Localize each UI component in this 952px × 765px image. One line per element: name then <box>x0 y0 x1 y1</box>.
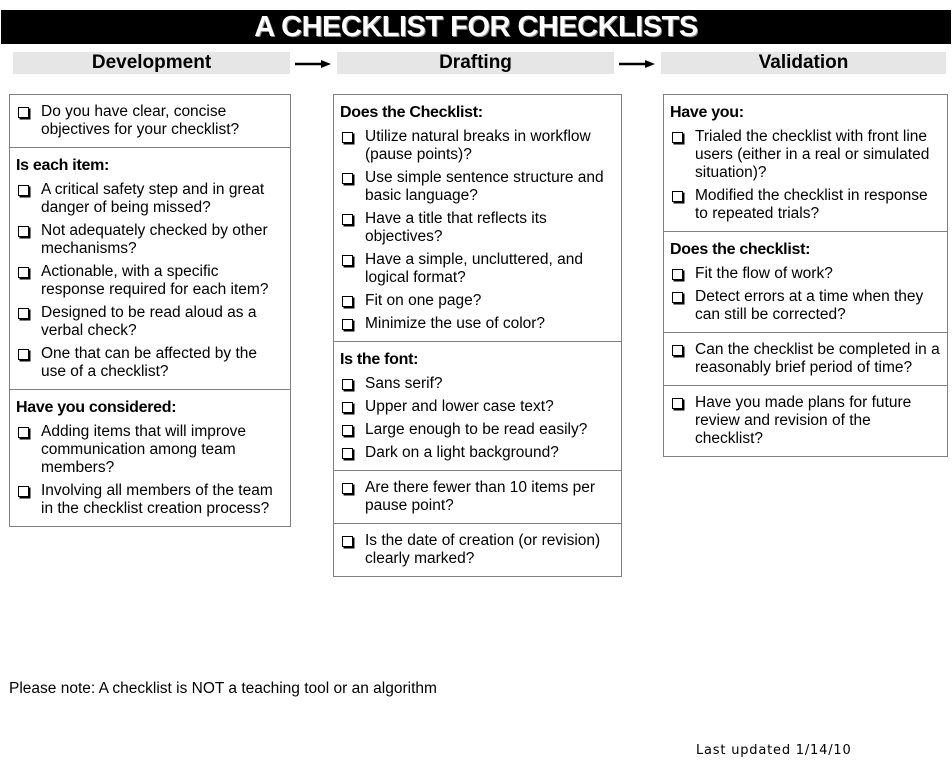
checkbox-icon[interactable] <box>342 536 353 547</box>
checklist-item[interactable]: Trialed the checklist with front line users (either in a real or simulated situation)? <box>670 128 941 182</box>
checkbox-icon[interactable] <box>672 269 683 280</box>
checkbox-icon[interactable] <box>342 402 353 413</box>
checklist-item[interactable]: Have a simple, uncluttered, and logical format? <box>340 251 615 287</box>
validation-review-section <box>664 385 947 456</box>
checkbox-icon[interactable] <box>672 292 683 303</box>
checklist-item[interactable]: Not adequately checked by other mechanisms? <box>16 222 284 258</box>
checkbox-icon[interactable] <box>18 486 29 497</box>
checklist-item[interactable]: Large enough to be read easily? <box>340 421 615 439</box>
section-heading: Does the Checklist: <box>340 104 483 121</box>
checklist-item[interactable]: Utilize natural breaks in workflow (pause points)? <box>340 128 615 164</box>
section-heading: Is each item: <box>16 157 110 174</box>
validation-have-you-section <box>664 95 947 231</box>
development-each-item-section <box>10 147 290 389</box>
checkbox-icon[interactable] <box>672 191 683 202</box>
checklist-item[interactable]: A critical safety step and in great danger of being missed? <box>16 181 284 217</box>
page-title: A CHECKLIST FOR CHECKLISTS <box>1 10 951 44</box>
phase-drafting-header: Drafting <box>337 52 614 74</box>
checkbox-icon[interactable] <box>672 398 683 409</box>
section-heading: Have you considered: <box>16 399 177 416</box>
checklist-item[interactable]: Upper and lower case text? <box>340 398 615 416</box>
checklist-item[interactable]: Do you have clear, concise objectives for your checklist? <box>16 103 284 139</box>
checklist-item[interactable]: Are there fewer than 10 items per pause point? <box>340 479 615 515</box>
checklist-item[interactable]: Modified the checklist in response to repeated trials? <box>670 187 941 223</box>
last-updated-date: Last updated 1/14/10 <box>696 743 852 758</box>
validation-does-checklist-section <box>664 231 947 332</box>
checkbox-icon[interactable] <box>18 267 29 278</box>
checkbox-icon[interactable] <box>342 132 353 143</box>
checklist-item[interactable]: Sans serif? <box>340 375 615 393</box>
checkbox-icon[interactable] <box>672 345 683 356</box>
checklist-item[interactable]: Dark on a light background? <box>340 444 615 462</box>
checkbox-icon[interactable] <box>672 132 683 143</box>
checkbox-icon[interactable] <box>18 107 29 118</box>
checklist-item[interactable]: Detect errors at a time when they can still be corrected? <box>670 288 941 324</box>
checklist-item[interactable]: Adding items that will improve communication among team members? <box>16 423 284 477</box>
checkbox-icon[interactable] <box>342 483 353 494</box>
checkbox-icon[interactable] <box>342 425 353 436</box>
footnote: Please note: A checklist is NOT a teaching tool or an algorithm <box>9 680 437 697</box>
drafting-date-section <box>334 523 621 576</box>
section-heading: Is the font: <box>340 351 419 368</box>
checklist-item[interactable]: Have a title that reflects its objectives? <box>340 210 615 246</box>
checklist-item[interactable]: Minimize the use of color? <box>340 315 615 333</box>
checklist-item[interactable]: Actionable, with a specific response required for each item? <box>16 263 284 299</box>
checkbox-icon[interactable] <box>18 226 29 237</box>
checkbox-icon[interactable] <box>18 308 29 319</box>
checklist-item[interactable]: One that can be affected by the use of a checklist? <box>16 345 284 381</box>
drafting-font-section <box>334 341 621 470</box>
checklist-item[interactable]: Fit the flow of work? <box>670 265 941 283</box>
arrow-right-icon <box>619 60 655 68</box>
checkbox-icon[interactable] <box>18 349 29 360</box>
checklist-item[interactable]: Involving all members of the team in the checklist creation process? <box>16 482 284 518</box>
checkbox-icon[interactable] <box>342 214 353 225</box>
checklist-item[interactable]: Have you made plans for future review and revision of the checklist? <box>670 394 941 448</box>
checkbox-icon[interactable] <box>342 173 353 184</box>
drafting-checklist-section <box>334 95 621 341</box>
checkbox-icon[interactable] <box>342 379 353 390</box>
checklist-item[interactable]: Use simple sentence structure and basic language? <box>340 169 615 205</box>
checklist-item[interactable]: Designed to be read aloud as a verbal check? <box>16 304 284 340</box>
section-heading: Does the checklist: <box>670 241 811 258</box>
development-column <box>9 94 291 527</box>
checkbox-icon[interactable] <box>342 296 353 307</box>
development-considered-section <box>10 389 290 526</box>
checklist-item[interactable]: Is the date of creation (or revision) clearly marked? <box>340 532 615 568</box>
checkbox-icon[interactable] <box>342 255 353 266</box>
validation-column <box>663 94 948 457</box>
drafting-pause-point-section <box>334 470 621 523</box>
checkbox-icon[interactable] <box>18 427 29 438</box>
phase-development-header: Development <box>13 52 290 74</box>
section-heading: Have you: <box>670 104 744 121</box>
arrow-right-icon <box>295 60 331 68</box>
drafting-column <box>333 94 622 577</box>
validation-completion-section <box>664 332 947 385</box>
checkbox-icon[interactable] <box>342 448 353 459</box>
checklist-item[interactable]: Can the checklist be completed in a reasonably brief period of time? <box>670 341 941 377</box>
checklist-item[interactable]: Fit on one page? <box>340 292 615 310</box>
checkbox-icon[interactable] <box>18 185 29 196</box>
phase-validation-header: Validation <box>661 52 946 74</box>
development-objectives-section <box>10 95 290 147</box>
checkbox-icon[interactable] <box>342 319 353 330</box>
